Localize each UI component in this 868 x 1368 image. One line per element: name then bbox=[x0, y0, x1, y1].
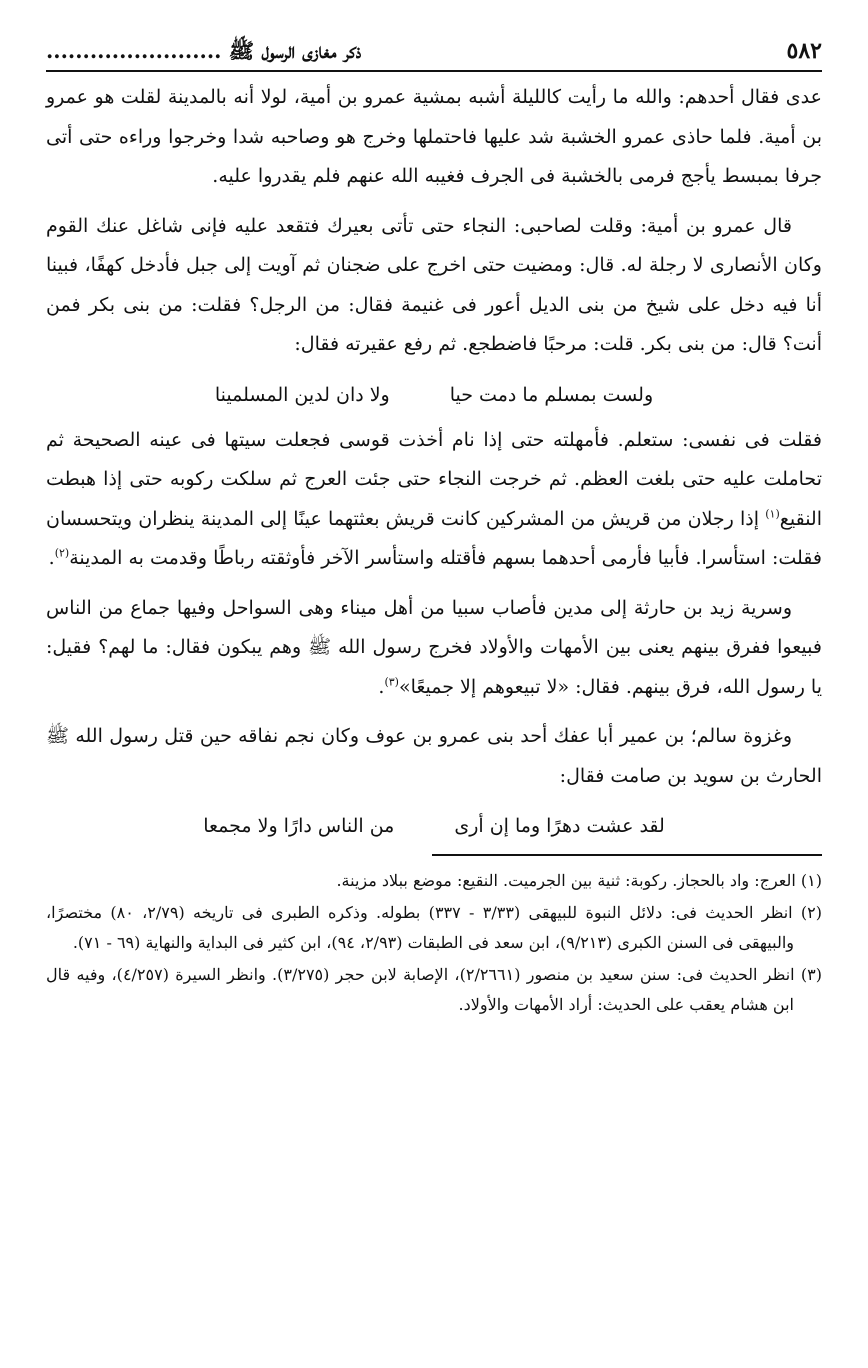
book-page bbox=[46, 36, 822, 1022]
footnotes bbox=[46, 866, 822, 1020]
paragraph-3 bbox=[46, 421, 822, 579]
footnote-ref-3[interactable]: (٣) bbox=[384, 675, 399, 689]
paragraph-4-text-c: . bbox=[378, 675, 385, 698]
footnote-2 bbox=[46, 898, 822, 958]
verse-2-hemistich-right: لقد عشت دهرًا وما إن أرى bbox=[454, 815, 665, 837]
footnote-ref-2[interactable]: (٢) bbox=[54, 546, 70, 560]
paragraph-2: قال عمرو بن أمية: وقلت لصاحبى: النجاء حتى تأتى بعيرك فتقعد عليه فإنى شاغل عنك القوم وكان الأنصارى لا رجلة له. قال: ومضيت حتى اخرج على ضجنان ثم آويت إلى جبل فأدخل كهفًا، فبينا أنا فيه دخل على شيخ من بنى الديل أعور فى غنيمة فقال: من الرجل؟ فقلت: من بنى بكر فمن أنت؟ قال: من بنى بكر. قلت: مرحبًا فاضطجع. ثم رفع عقيرته فقال: bbox=[46, 214, 822, 355]
footnote-1-text: (١) العرج: واد بالحجاز. ركوبة: ثنية بين الجرميت. النقيع: موضع ببلاد مزينة. bbox=[336, 871, 822, 890]
verse-1-hemistich-right: ولست بمسلم ما دمت حيا bbox=[449, 383, 654, 406]
paragraph-3-text-b: إذا رجلان من قريش من المشركين كانت قريش بعثتهما عينًا إلى المدينة ينظران ويتحسسان فقلت: استأسرا. فأبيا فأرمى أحدهما بسهم فأقتله واستأسر الآخر فأوثقته رباطًا وقدمت به المدينة bbox=[46, 507, 822, 569]
running-header bbox=[46, 36, 822, 72]
running-title: ذكر مغازى الرسول ﷺ ........................ bbox=[46, 38, 362, 63]
footnote-2-text: (٢) انظر الحديث فى: دلائل النبوة للبيهقى (٣/٣٣ - ٣٣٧) بطوله. وذكره الطبرى فى تاريخه (٢/٧٩، ٨٠) مختصرًا، والبيهقى فى السنن الكبرى (٩/٢١٣)، ابن سعد فى الطبقات (٢/٩٣، ٩٤)، ابن كثير فى البداية والنهاية (٦٩ - ٧١). bbox=[46, 903, 823, 952]
footnote-3 bbox=[46, 960, 822, 1020]
verse-1 bbox=[46, 375, 822, 415]
footnote-divider bbox=[432, 854, 822, 856]
paragraph-3-text-c: . bbox=[48, 547, 55, 569]
footnote-1 bbox=[46, 866, 822, 896]
paragraph-4 bbox=[46, 589, 822, 708]
verse-1-hemistich-left: ولا دان لدين المسلمينا bbox=[214, 383, 390, 406]
verse-2-hemistich-left: من الناس دارًا ولا مجمعا bbox=[203, 815, 395, 837]
footnote-ref-1[interactable]: (١) bbox=[765, 507, 780, 521]
footnote-3-text: (٣) انظر الحديث فى: سنن سعيد بن منصور (٢/٢٦٦١)، الإصابة لابن حجر (٣/٢٧٥). وانظر السيرة (٤/٢٥٧)، وفيه قال ابن هشام يعقب على الحديث: أراد الأمهات والأولاد. bbox=[46, 965, 822, 1014]
page-number: ٥٨٢ bbox=[786, 38, 822, 64]
verse-2 bbox=[46, 806, 822, 846]
paragraph-4-text-a: وسرية زيد بن حارثة إلى مدين فأصاب سبيا من أهل ميناء وهى السواحل وفيها جماع من الناس فبيعوا ففرق بينهم يعنى بين الأمهات والأولاد فخرج رسول الله ﷺ وهم يبكون فقال: ما لهم؟ فقيل: يا رسول الله، فرق بينهم. فقال: «لا تبيعوهم إلا جميعًا» bbox=[46, 596, 822, 698]
paragraph-3-text-a: فقلت فى نفسى: ستعلم. فأمهلته حتى إذا نام أخذت قوسى فجعلت سيتها فى عينه الصحيحة ثم تحاملت عليه حتى بلغت العظم. ثم خرجت النجاء حتى جئت العرج ثم سلكت ركوبه حتى إذا هبطت النقيع bbox=[46, 428, 822, 530]
paragraph-5: وغزوة سالم؛ بن عمير أبا عفك أحد بنى عمرو بن عوف وكان نجم نفاقه حين قتل رسول الله ﷺ الحارث بن سويد بن صامت فقال: bbox=[46, 725, 822, 787]
paragraph-1: عدى فقال أحدهم: والله ما رأيت كالليلة أشبه بمشية عمرو بن أمية، لولا أنه بالمدينة لقلت هو عمرو بن أمية. فلما حاذى عمرو الخشبة شد عليها فاحتملها وخرج هو وصاحبه شدا وخرجوا وراءه حتى أتى جرفا بمبسط يأجج فرمى بالخشبة فى الجرف فغيبه الله عنهم فلم يقدروا عليه. bbox=[46, 86, 822, 187]
